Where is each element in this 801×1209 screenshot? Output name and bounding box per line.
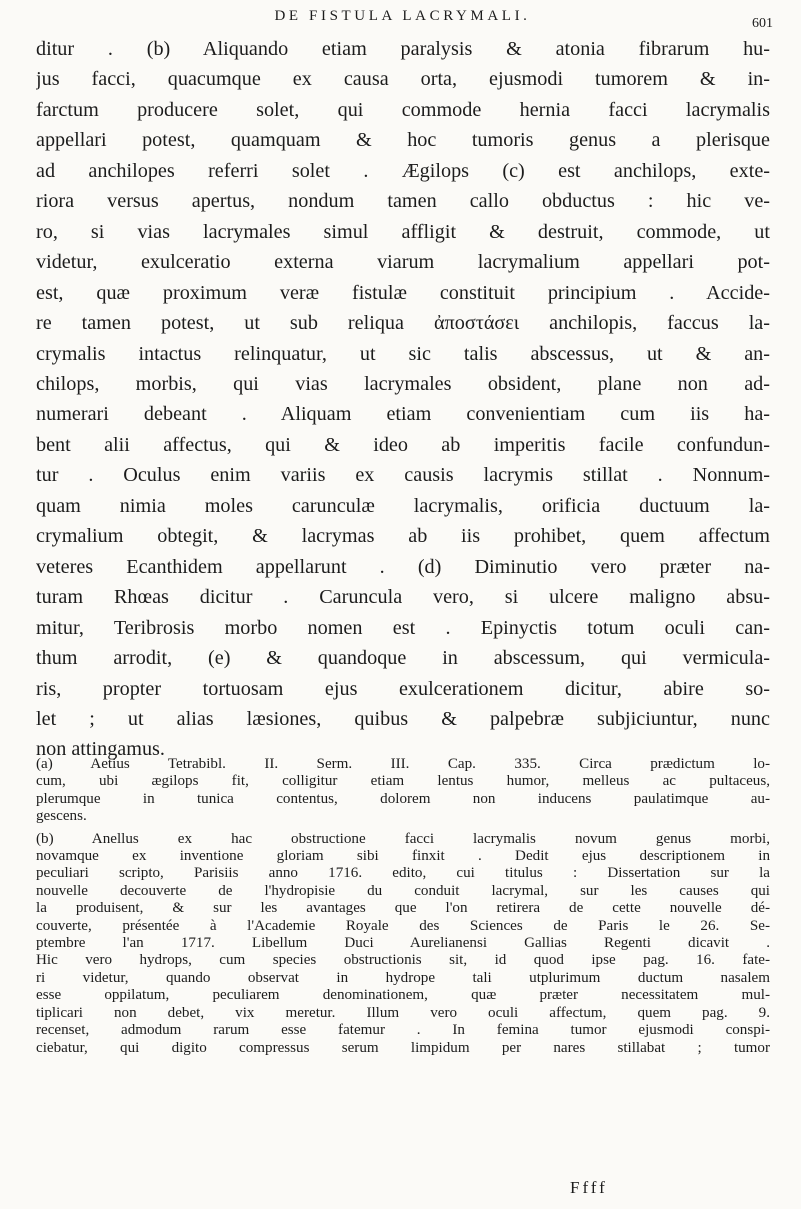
text-line: tur . Oculus enim variis ex causis lacrymis stillat . Nonnum- — [36, 464, 770, 487]
text-line: chilops, morbis, qui vias lacrymales obsident, plane non ad- — [36, 372, 770, 395]
text-line: appellari potest, quamquam & hoc tumoris genus a plerisque — [36, 129, 770, 152]
text-line: quam nimia moles carunculæ lacrymalis, orificia ductuum la- — [36, 494, 770, 517]
footnotes — [36, 756, 770, 1057]
text-line: riora versus apertus, nondum tamen callo obductus : hic ve- — [36, 190, 770, 213]
footnote-line: novamque ex inventione gloriam sibi finxit . Dedit ejus descriptionem in — [36, 848, 770, 865]
text-line: crymalis intactus relinquatur, ut sic talis abscessus, ut & an- — [36, 342, 770, 365]
text-line: bent alii affectus, qui & ideo ab imperitis facile confundun- — [36, 433, 770, 456]
footnote-line: ciebatur, qui digito compressus serum limpidum per nares stillabat ; tumor — [36, 1039, 770, 1056]
text-line: thum arrodit, (e) & quandoque in abscessum, qui vermicula- — [36, 647, 770, 670]
running-title: DE FISTULA LACRYMALI. — [274, 8, 531, 24]
text-line: ditur . (b) Aliquando etiam paralysis & atonia fibrarum hu- — [36, 38, 770, 60]
footnote-line: recenset, admodum rarum esse fatemur . In femina tumor ejusmodi conspi- — [36, 1022, 770, 1039]
text-line: non attingamus. — [36, 738, 165, 761]
text-line: jus facci, quacumque ex causa orta, ejusmodi tumorem & in- — [36, 68, 770, 91]
text-line: mitur, Teribrosis morbo nomen est . Epinyctis totum oculi can- — [36, 616, 770, 639]
footnote-line: plerumque in tunica contentus, dolorem non inducens paulatimque au- — [36, 790, 770, 807]
footnote-line: tiplicari non debet, vix meretur. Illum vero oculi affectum, quem pag. 9. — [36, 1004, 770, 1021]
page-number: 601 — [752, 16, 773, 31]
text-line: ro, si vias lacrymales simul affligit & destruit, commode, ut — [36, 220, 770, 243]
text-line: farctum producere solet, qui commode hernia facci lacrymalis — [36, 98, 770, 121]
footnote-line: cum, ubi ægilops fit, colligitur etiam lentus humor, melleus ac pultaceus, — [36, 773, 770, 790]
footnote-line: la produisent, & sur les avantages que l'on retirera de cette nouvelle dé- — [36, 900, 770, 917]
footnote-b — [36, 831, 770, 1057]
text-line: veteres Ecanthidem appellarunt . (d) Diminutio vero præter na- — [36, 555, 770, 578]
text-line: turam Rhœas dicitur . Caruncula vero, si ulcere maligno absu- — [36, 586, 770, 609]
main-text — [36, 34, 770, 765]
footnote-line: ri videtur, quando observat in hydrope tali utplurimum ductum nasalem — [36, 969, 770, 986]
signature-mark: Ffff — [570, 1178, 608, 1197]
footnote-line: Hic vero hydrops, cum species obstructionis sit, id quod ipse pag. 16. fate- — [36, 952, 770, 969]
footnote-a — [36, 756, 770, 826]
running-head — [60, 6, 773, 36]
footnote-line: nouvelle decouverte de l'hydropisie du conduit lacrymal, sur les causes qui — [36, 882, 770, 899]
text-line: est, quæ proximum veræ fistulæ constituit principium . Accide- — [36, 281, 770, 304]
text-line: numerari debeant . Aliquam etiam convenientiam cum iis ha- — [36, 403, 770, 426]
text-line: re tamen potest, ut sub reliqua ἀποστάσει anchilopis, faccus la- — [36, 312, 770, 335]
footnote-line: esse oppilatum, peculiarem denominationem, quæ præter necessitatem mul- — [36, 987, 770, 1004]
text-line: let ; ut alias læsiones, quibus & palpebræ subjiciuntur, nunc — [36, 707, 770, 730]
footnote-line: peculiari scripto, Parisiis anno 1716. edito, cui titulus : Dissertation sur la — [36, 865, 770, 882]
text-line: ad anchilopes referri solet . Ægilops (c) est anchilops, exte- — [36, 159, 770, 182]
footnote-line: gescens. — [36, 808, 87, 825]
text-line: ris, propter tortuosam ejus exulcerationem dicitur, abire so- — [36, 677, 770, 700]
text-line: videtur, exulceratio externa viarum lacrymalium appellari pot- — [36, 251, 770, 274]
footnote-line: ptembre l'an 1717. Libellum Duci Aurelianensi Gallias Regenti dicavit . — [36, 935, 770, 952]
footnote-line: (a) Aetius Tetrabibl. II. Serm. III. Cap. 335. Circa prædictum lo- — [36, 756, 770, 772]
text-line: crymalium obtegit, & lacrymas ab iis prohibet, quem affectum — [36, 525, 770, 548]
footnote-line: (b) Anellus ex hac obstructione facci lacrymalis novum genus morbi, — [36, 830, 770, 847]
footnote-line: couverte, présentée à l'Academie Royale des Sciences de Paris le 26. Se- — [36, 917, 770, 934]
